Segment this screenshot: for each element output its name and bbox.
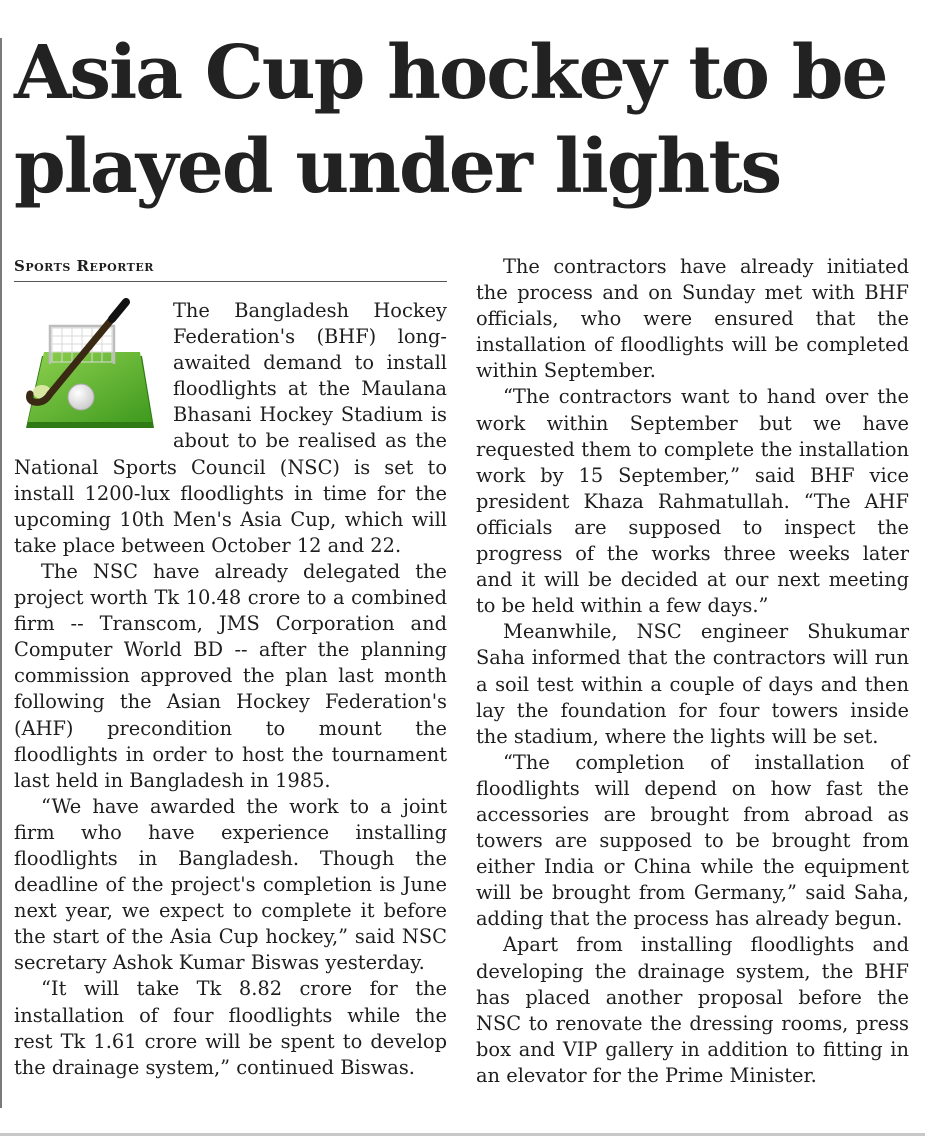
byline: Sports Reporter (14, 254, 447, 282)
article-paragraph: The Bangladesh Hockey Federation's (BHF) long-awaited demand to install floodlights at the Maulana Bhasani Hockey Stadium is about to be realised as the National Sports Council (NSC) is set to install 1200-lux floodlights in time for the upcoming 10th Men's Asia Cup, which will take place between October 12 and 22. (14, 299, 447, 557)
article-paragraph: The NSC have already delegated the project worth Tk 10.48 crore to a combined firm -- Transcom, JMS Corporation and Computer World BD -- after the planning commission approved the plan last month following the Asian Hockey Federation's (AHF) precondition to mount the floodlights in order to host the tournament last held in Bangladesh in 1985. (14, 559, 447, 792)
article-paragraph: “The completion of installation of floodlights will depend on how fast the accessories are brought from abroad as towers are supposed to be brought from either India or China while the equipment will be brought from Germany,” said Saha, adding that the process has already begun. (476, 750, 909, 931)
headline: Asia Cup hockey to be played under lights (14, 30, 887, 210)
left-column (14, 254, 447, 1081)
hockey-stick-and-ball-on-field-icon (14, 298, 159, 438)
article-paragraph: Apart from installing floodlights and developing the drainage system, the BHF has placed another proposal before the NSC to renovate the dressing rooms, press box and VIP gallery in addition to fitting in an elevator for the Prime Minister. (476, 933, 909, 1087)
article-paragraph: “It will take Tk 8.82 crore for the installation of four floodlights while the rest Tk 1.61 crore will be spent to develop the drainage system,” continued Biswas. (14, 977, 447, 1079)
bottom-rule (0, 1133, 925, 1136)
article-paragraph: “We have awarded the work to a joint firm who have experience installing floodlights in Bangladesh. Though the deadline of the project's completion is June next year, we expect to complete it before the start of the Asia Cup hockey,” said NSC secretary Ashok Kumar Biswas yesterday. (14, 794, 447, 975)
right-column (476, 254, 909, 1089)
article-paragraph: “The contractors want to hand over the work within September but we have requested them to complete the installation work by 15 September,” said BHF vice president Khaza Rahmatullah. “The AHF officials are supposed to inspect the progress of the works three weeks later and it will be decided at our next meeting to be held within a few days.” (476, 385, 909, 618)
article-paragraph: Meanwhile, NSC engineer Shukumar Saha informed that the contractors will run a soil test within a couple of days and then lay the foundation for four towers inside the stadium, where the lights will be set. (476, 620, 909, 748)
left-column-rule (0, 38, 2, 1108)
article-paragraph: The contractors have already initiated the process and on Sunday met with BHF officials, who were ensured that the installation of floodlights will be completed within September. (476, 255, 909, 383)
